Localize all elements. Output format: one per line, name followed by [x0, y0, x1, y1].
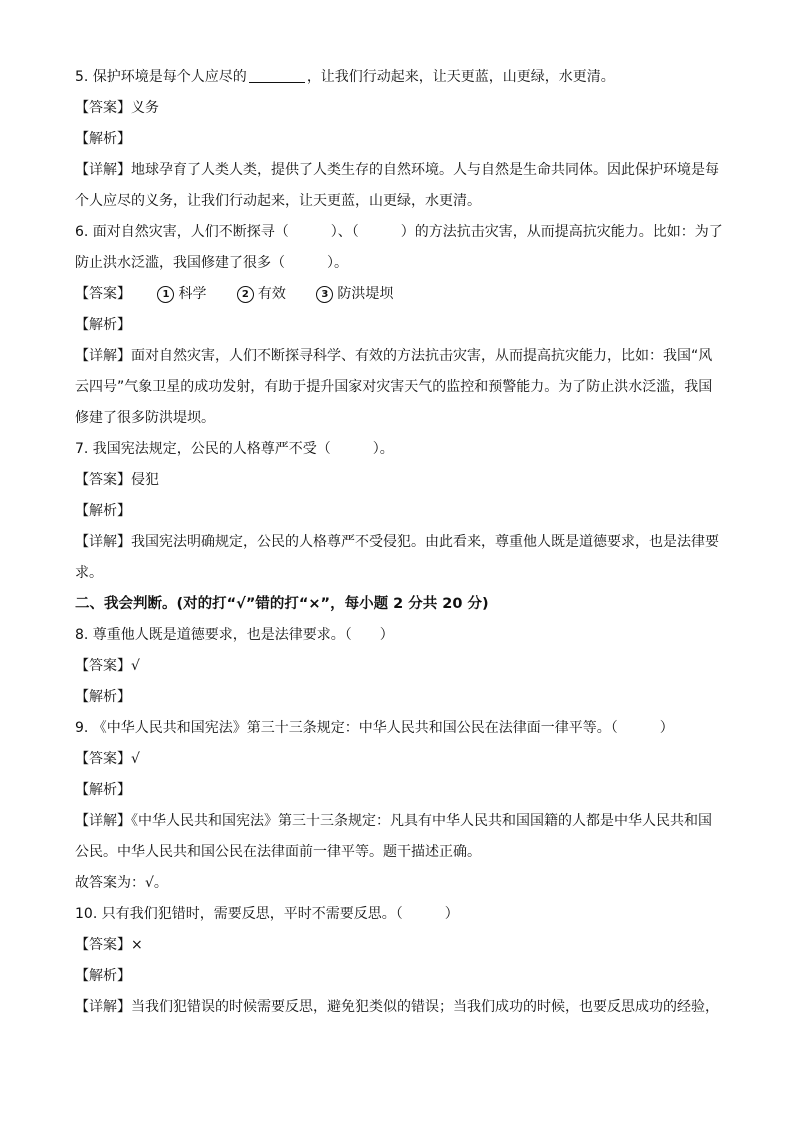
analysis-label: 【解析】	[75, 317, 131, 333]
answer-value: 侵犯	[131, 472, 159, 488]
answer-line	[75, 465, 725, 496]
detail-continuation: 修建了很多防洪堤坝。	[75, 410, 215, 426]
detail-continuation: 云四号”气象卫星的成功发射，有助于提升国家对灾害天气的监控和预警能力。为了防止洪水泛滥，我国	[75, 379, 713, 395]
detail-line	[75, 155, 725, 186]
question-5-text-before: 5. 保护环境是每个人应尽的	[75, 69, 247, 85]
answer-value: √	[131, 751, 140, 767]
answer-line	[75, 651, 725, 682]
detail-continuation: 公民。中华人民共和国公民在法律面前一律平等。题干描述正确。	[75, 844, 481, 860]
detail-line	[75, 341, 725, 372]
analysis-label: 【解析】	[75, 131, 131, 147]
detail-text: 《中华人民共和国宪法》第三十三条规定：凡具有中华人民共和国国籍的人都是中华人民共和国	[131, 813, 712, 829]
circled-number: 1	[157, 286, 174, 303]
question-10: 10. 只有我们犯错时，需要反思，平时不需要反思。（ ）	[75, 906, 459, 922]
analysis-label: 【解析】	[75, 689, 131, 705]
detail-line	[75, 527, 725, 558]
question-7: 7. 我国宪法规定，公民的人格尊严不受（ ）。	[75, 441, 394, 457]
answer-line	[75, 279, 725, 310]
answer-label: 【答案】	[75, 658, 131, 674]
answer-value: 义务	[131, 100, 159, 116]
detail-label: 【详解】	[75, 162, 131, 178]
question-9: 9. 《中华人民共和国宪法》第三十三条规定：中华人民共和国公民在法律面一律平等。（ ）	[75, 720, 674, 736]
detail-text: 我国宪法明确规定，公民的人格尊严不受侵犯。由此看来，尊重他人既是道德要求，也是法律要	[131, 534, 719, 550]
detail-text: 面对自然灾害，人们不断探寻科学、有效的方法抗击灾害，从而提高抗灾能力，比如：我国“风	[131, 348, 713, 364]
answer-label: 【答案】	[75, 286, 131, 302]
answer-item: 1 科学	[157, 279, 206, 310]
question-5	[75, 62, 725, 93]
question-6: 6. 面对自然灾害，人们不断探寻（ ）、（ ）的方法抗击灾害，从而提高抗灾能力。比如：为了	[75, 224, 723, 240]
section-heading: 二、我会判断。(对的打“√”错的打“×”，每小题 2 分共 20 分)	[75, 596, 489, 612]
answer-label: 【答案】	[75, 472, 131, 488]
document-page	[75, 62, 725, 1023]
conclusion-line: 故答案为：√。	[75, 875, 168, 891]
answer-blank	[249, 64, 305, 83]
answer-value: ×	[131, 937, 143, 953]
answer-label: 【答案】	[75, 100, 131, 116]
analysis-label: 【解析】	[75, 503, 131, 519]
detail-label: 【详解】	[75, 813, 131, 829]
detail-text: 地球孕育了人类人类，提供了人类生存的自然环境。人与自然是生命共同体。因此保护环境是每	[131, 162, 719, 178]
circled-number: 3	[316, 286, 333, 303]
answer-line	[75, 930, 725, 961]
answer-label: 【答案】	[75, 937, 131, 953]
circled-number: 2	[237, 286, 254, 303]
answer-value: √	[131, 658, 140, 674]
answer-item: 3 防洪堤坝	[316, 279, 393, 310]
answer-line	[75, 93, 725, 124]
detail-label: 【详解】	[75, 999, 131, 1015]
detail-line	[75, 806, 725, 837]
question-8: 8. 尊重他人既是道德要求，也是法律要求。（ ）	[75, 627, 394, 643]
analysis-label: 【解析】	[75, 968, 131, 984]
question-6-continuation: 防止洪水泛滥，我国修建了很多（ ）。	[75, 255, 348, 271]
detail-label: 【详解】	[75, 348, 131, 364]
detail-text: 当我们犯错误的时候需要反思，避免犯类似的错误；当我们成功的时候，也要反思成功的经验，	[131, 999, 719, 1015]
answer-line	[75, 744, 725, 775]
answer-label: 【答案】	[75, 751, 131, 767]
detail-label: 【详解】	[75, 534, 131, 550]
answer-item: 2 有效	[237, 279, 286, 310]
detail-continuation: 个人应尽的义务，让我们行动起来，让天更蓝，山更绿，水更清。	[75, 193, 481, 209]
analysis-label: 【解析】	[75, 782, 131, 798]
detail-continuation: 求。	[75, 565, 103, 581]
detail-line	[75, 992, 725, 1023]
question-5-text-after: ，让我们行动起来，让天更蓝，山更绿，水更清。	[306, 69, 615, 85]
